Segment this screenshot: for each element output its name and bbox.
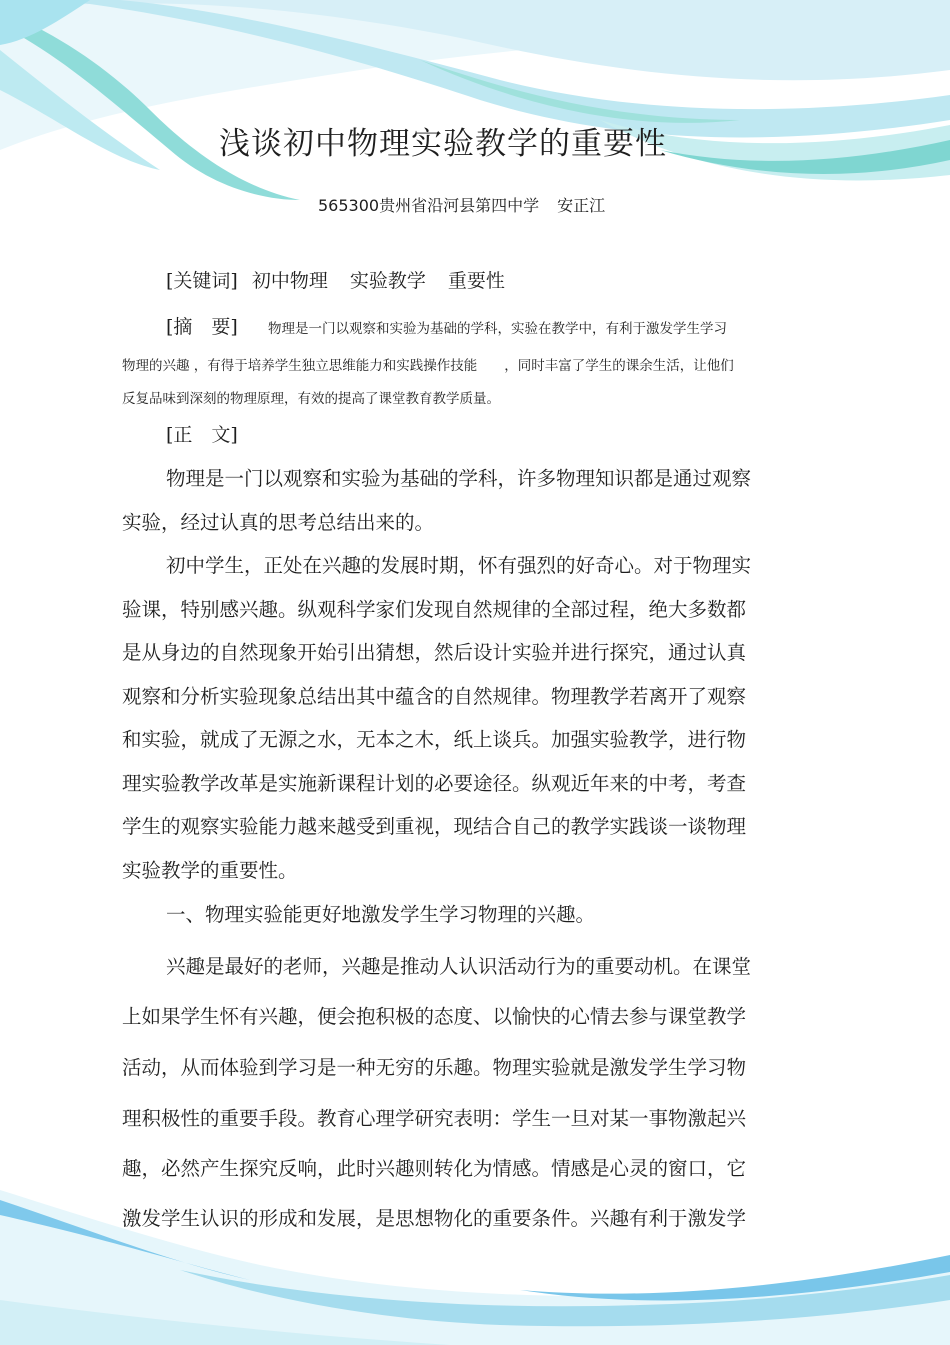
paragraph-line: 和实验，就成了无源之水，无本之木，纸上谈兵。加强实验教学，进行物: [122, 728, 747, 751]
paragraph-line: 理实验教学改革是实施新课程计划的必要途径。纵观近年来的中考，考查: [122, 772, 747, 795]
abstract-line: 物理的兴趣 ，有得于培养学生独立思维能力和实践操作技能 ，同时丰富了学生的课余生活，让他们: [122, 358, 734, 374]
author-line: [318, 193, 605, 216]
abstract-line: 物理是一门以观察和实验为基础的学科，实验在教学中，有利于激发学生学习: [268, 321, 727, 337]
paragraph-line: 学生的观察实验能力越来越受到重视，现结合自己的教学实践谈一谈物理: [122, 815, 747, 838]
paragraph-line: 理积极性的重要手段。教育心理学研究表明：学生一旦对某一事物激起兴: [122, 1107, 747, 1130]
paragraph-line: 兴趣是最好的老师，兴趣是推动人认识活动行为的重要动机。在课堂: [166, 955, 752, 978]
paragraph-line: 激发学生认识的形成和发展，是思想物化的重要条件。兴趣有利于激发学: [122, 1207, 747, 1230]
paragraph-line: 实验，经过认真的思考总结出来的。: [122, 511, 435, 534]
paragraph-line: 物理是一门以观察和实验为基础的学科，许多物理知识都是通过观察: [166, 467, 752, 490]
paragraph-line: 活动，从而体验到学习是一种无穷的乐趣。物理实验就是激发学生学习物: [122, 1056, 747, 1079]
paragraph-line: 实验教学的重要性。: [122, 859, 298, 882]
paragraph-line: 上如果学生怀有兴趣，便会抱积极的态度、以愉快的心情去参与课堂教学: [122, 1005, 747, 1028]
paragraph-line: 观察和分析实验现象总结出其中蕴含的自然规律。物理教学若离开了观察: [122, 685, 747, 708]
body-label: [正 文]: [166, 424, 238, 446]
abstract-label: [摘 要]: [166, 316, 238, 338]
document-title: 浅谈初中物理实验教学的重要性: [219, 126, 667, 162]
paragraph-line: 初中学生，正处在兴趣的发展时期，怀有强烈的好奇心。对于物理实: [166, 554, 752, 577]
keyword-item: 实验教学: [349, 270, 426, 292]
section-heading: 一、物理实验能更好地激发学生学习物理的兴趣。: [166, 903, 596, 926]
paragraph-line: 是从身边的自然现象开始引出猜想，然后设计实验并进行探究，通过认真: [122, 641, 747, 664]
keywords-label: [关键词]: [166, 270, 238, 292]
author-affiliation: 565300贵州省沿河县第四中学: [318, 196, 540, 215]
keyword-item: 初中物理: [251, 270, 328, 292]
keywords-line: [166, 266, 505, 293]
paragraph-line: 趣，必然产生探究反响，此时兴趣则转化为情感。情感是心灵的窗口，它: [122, 1157, 747, 1180]
abstract-line: 反复品味到深刻的物理原理，有效的提高了课堂教育教学质量。: [122, 391, 500, 407]
keyword-item: 重要性: [447, 270, 505, 292]
paragraph-line: 验课，特别感兴趣。纵观科学家们发现自然规律的全部过程，绝大多数都: [122, 598, 747, 621]
author-name: 安正江: [557, 196, 606, 215]
